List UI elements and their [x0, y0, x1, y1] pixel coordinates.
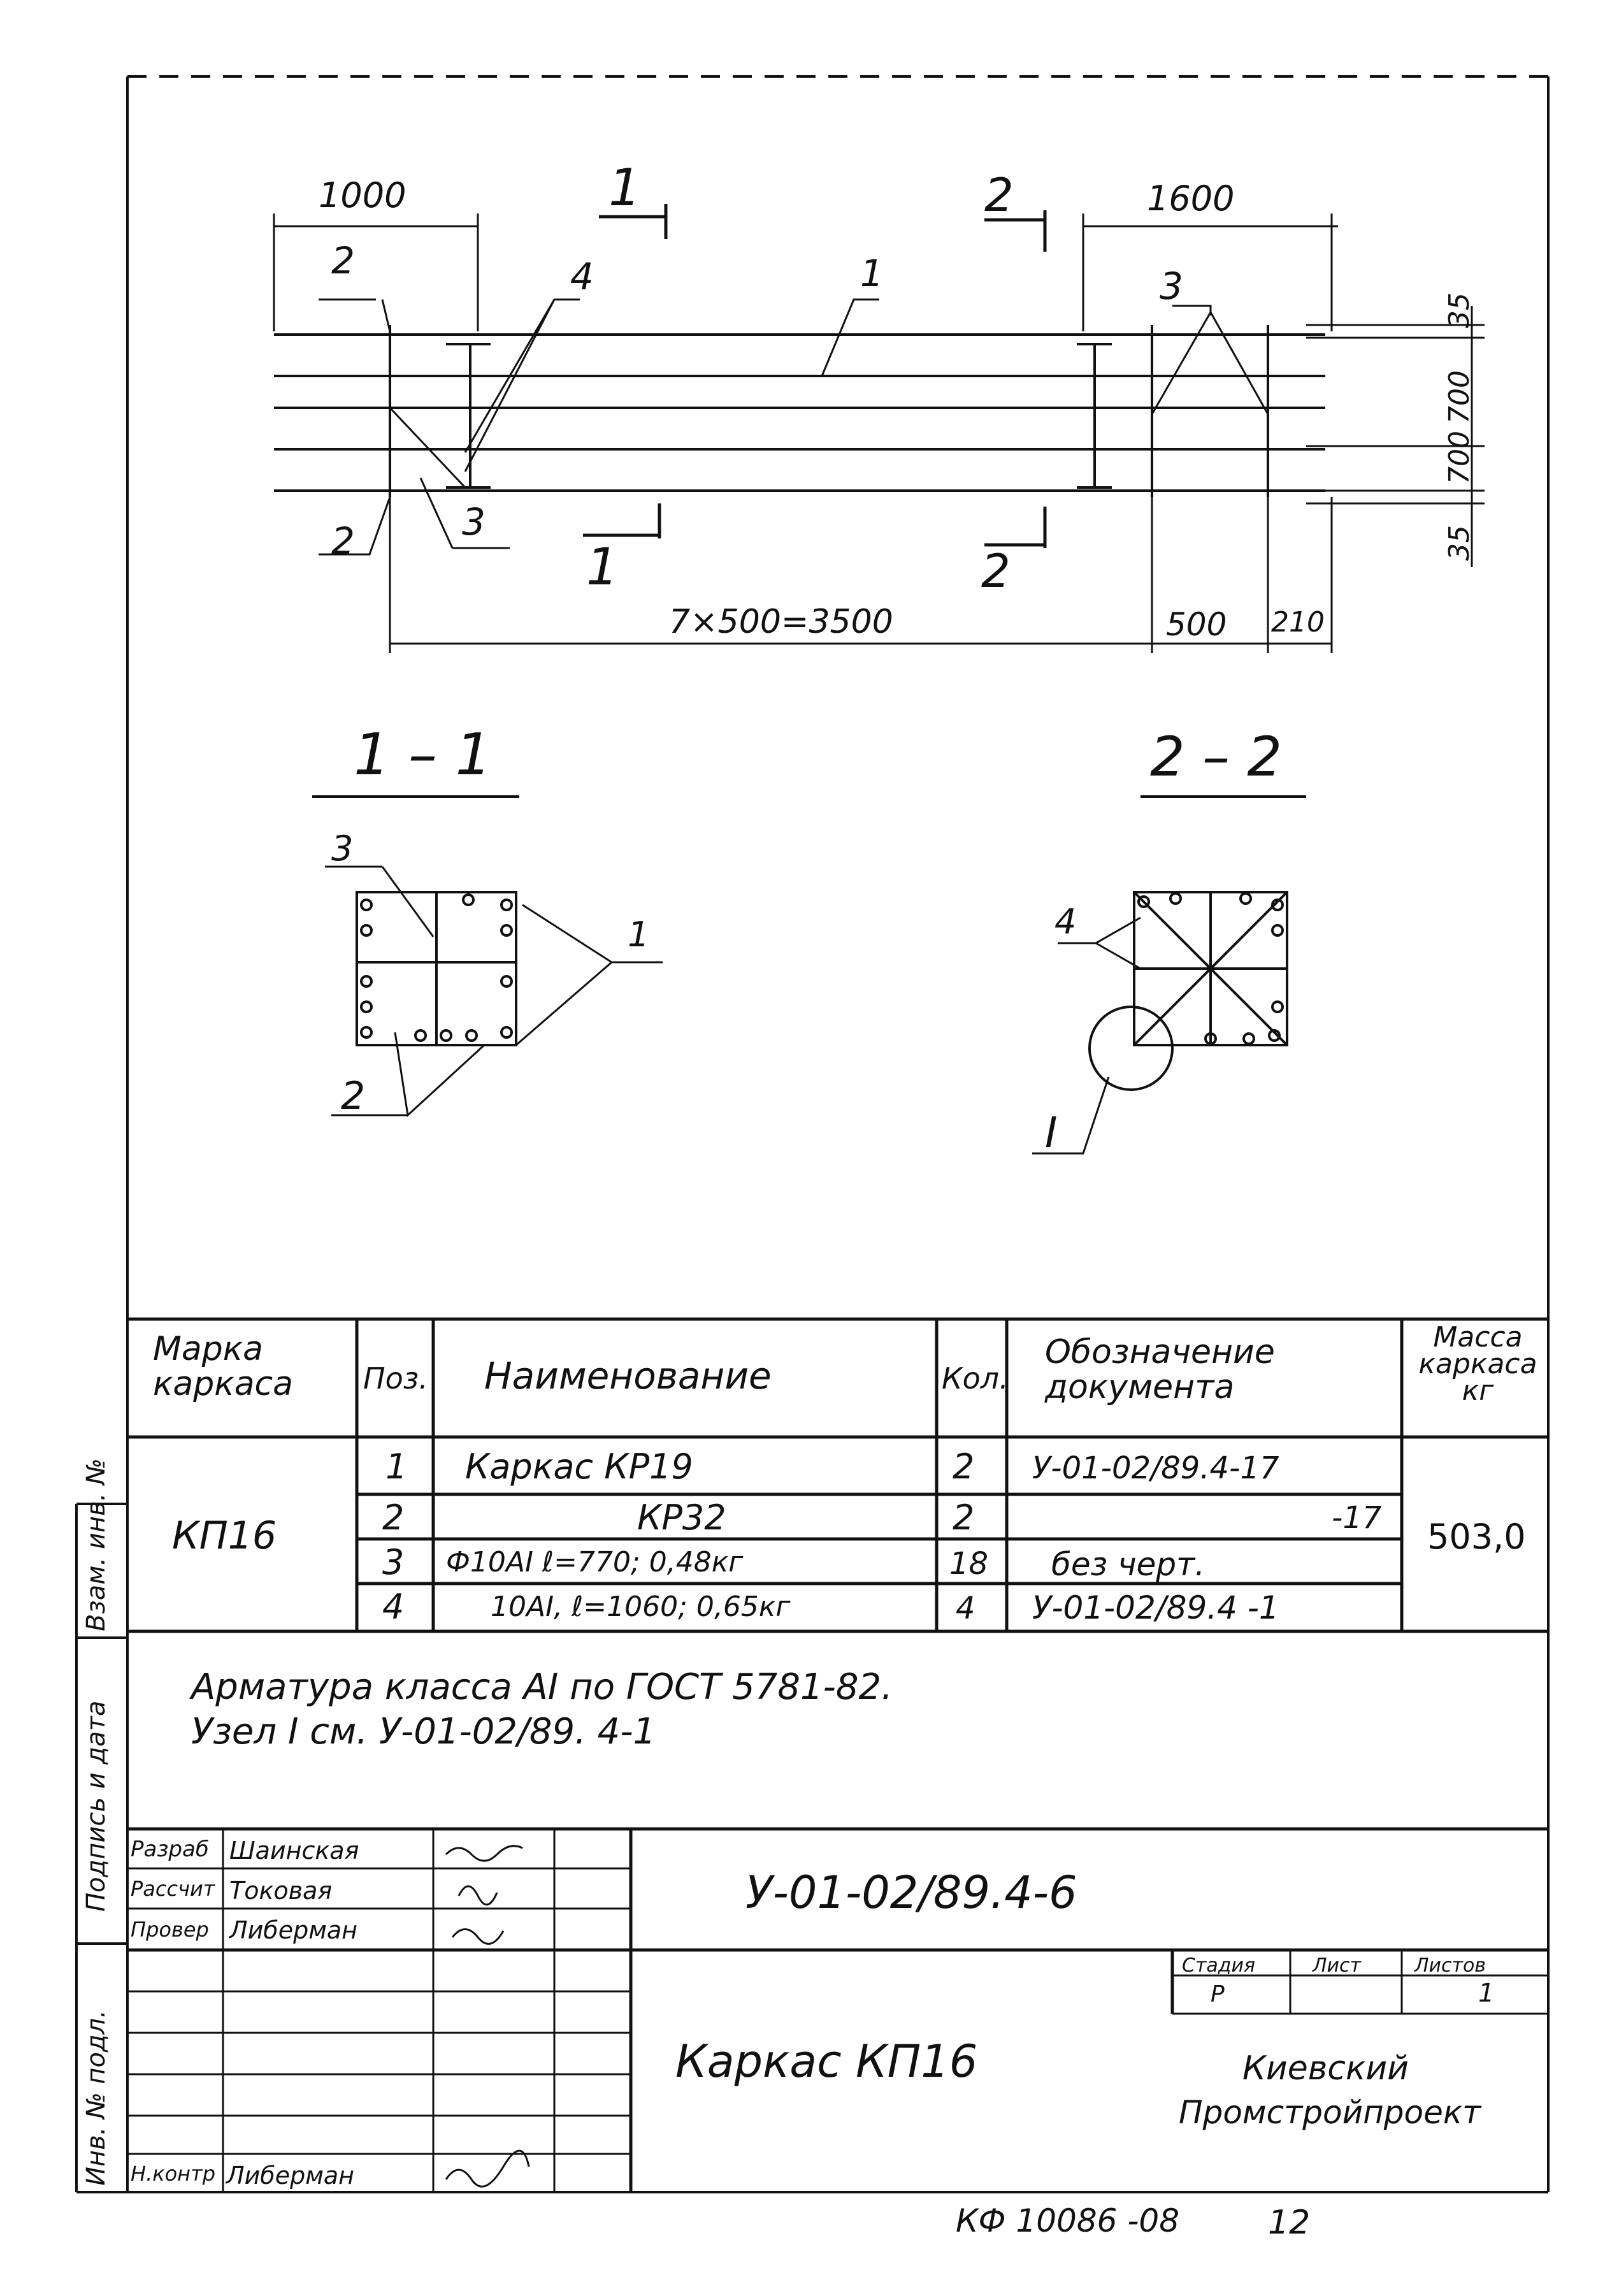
elevation-rebars	[274, 335, 1325, 491]
row1-name: Каркас КР19	[465, 1447, 693, 1487]
doc-code: У-01-02/89.4-6	[745, 1866, 1077, 1919]
note-line-1: Арматура класса АI по ГОСТ 5781-82.	[191, 1666, 893, 1708]
pos-label-2-top: 2	[331, 239, 355, 282]
org-line-1: Киевский	[1242, 2049, 1409, 2088]
row2-pos: 2	[382, 1498, 405, 1538]
section-mark-1-bottom: 1	[586, 537, 619, 596]
row2-doc: -17	[1332, 1500, 1382, 1536]
row4-name: 10АI, ℓ=1060; 0,65кг	[491, 1591, 791, 1623]
row4-qty: 4	[956, 1591, 975, 1626]
mass-value: 503,0	[1427, 1517, 1526, 1557]
section-1-1	[312, 797, 663, 1118]
drawing-title: Каркас КП16	[675, 2035, 978, 2088]
section-mark-2-top: 2	[984, 168, 1014, 222]
role-2: Рассчит	[131, 1877, 215, 1901]
section-mark-2-bottom: 2	[981, 544, 1011, 598]
role-7: Н.контр	[131, 2162, 216, 2186]
sheets-value: 1	[1478, 1979, 1495, 2008]
sheets-header: Листов	[1414, 1954, 1486, 1977]
th-pos: Поз.	[363, 1361, 428, 1396]
th-doc: Обозначение документа	[1045, 1333, 1275, 1406]
node-label-I: I	[1045, 1108, 1058, 1157]
dim-500: 500	[1166, 606, 1227, 643]
section-2-2	[1032, 797, 1306, 1157]
stamp-sign-date: Подпись и дата	[82, 1700, 111, 1912]
sec1-pos-1: 1	[628, 914, 650, 955]
th-mass: Масса каркаса кг	[1418, 1321, 1537, 1407]
name-1: Шаинская	[229, 1837, 359, 1865]
stamp-inv-orig: Инв. № подл.	[82, 2010, 111, 2186]
row3-pos: 3	[382, 1542, 405, 1582]
stage-value: Р	[1211, 1981, 1225, 2007]
row2-name: КР32	[637, 1498, 726, 1538]
footer-page: 12	[1268, 2204, 1311, 2242]
dim-1600: 1600	[1147, 178, 1235, 219]
row3-qty: 18	[949, 1546, 989, 1582]
dim-700-b: 700	[1443, 431, 1476, 484]
pos-label-3-left: 3	[462, 500, 486, 544]
dim-35-bottom: 35	[1443, 525, 1476, 561]
pos-label-3-right: 3	[1160, 264, 1183, 308]
name-3: Либерман	[229, 1916, 358, 1944]
section-1-1-title: 1 – 1	[354, 721, 492, 788]
row1-pos: 1	[385, 1447, 408, 1487]
pos-label-4: 4	[570, 255, 594, 298]
row1-doc: У-01-02/89.4-17	[1032, 1450, 1279, 1486]
section-2-2-title: 2 – 2	[1150, 725, 1283, 789]
row4-doc: У-01-02/89.4 -1	[1032, 1589, 1279, 1626]
section-mark-1-top: 1	[608, 158, 641, 217]
th-mark: Марка каркаса	[153, 1330, 294, 1403]
row1-qty: 2	[953, 1447, 975, 1487]
stage-header: Стадия	[1182, 1954, 1256, 1977]
name-2: Токовая	[229, 1877, 333, 1905]
row3-doc: без черт.	[1051, 1546, 1205, 1583]
th-qty: Кол.	[942, 1361, 1009, 1396]
role-3: Провер	[131, 1917, 209, 1942]
th-name: Наименование	[484, 1354, 772, 1397]
row3-name: Ф10АI ℓ=770; 0,48кг	[446, 1546, 744, 1578]
stamp-replace-inv: Взам. инв. №	[82, 1458, 111, 1631]
row4-pos: 4	[382, 1587, 405, 1627]
name-7: Либерман	[226, 2162, 355, 2190]
org-line-2: Промстройпроект	[1179, 2094, 1481, 2131]
dim-3500: 7×500=3500	[669, 603, 893, 641]
note-line-2: Узел I см. У-01-02/89. 4-1	[191, 1711, 656, 1752]
dim-700-a: 700	[1443, 370, 1476, 424]
signatures	[446, 1846, 529, 2187]
dim-35-top: 35	[1443, 292, 1476, 328]
sheet-header: Лист	[1313, 1954, 1362, 1977]
row2-qty: 2	[953, 1498, 975, 1538]
pos-label-1: 1	[860, 252, 884, 295]
footer-code: КФ 10086 -08	[956, 2202, 1180, 2239]
sec1-pos-3: 3	[331, 828, 354, 869]
mark-value: КП16	[172, 1513, 277, 1558]
sec2-pos-4: 4	[1054, 902, 1077, 942]
role-1: Разраб	[131, 1837, 209, 1862]
pos-label-2-bottom: 2	[331, 519, 355, 563]
dim-210: 210	[1271, 606, 1325, 639]
sec1-pos-2: 2	[341, 1074, 366, 1118]
dim-1000: 1000	[319, 175, 407, 215]
